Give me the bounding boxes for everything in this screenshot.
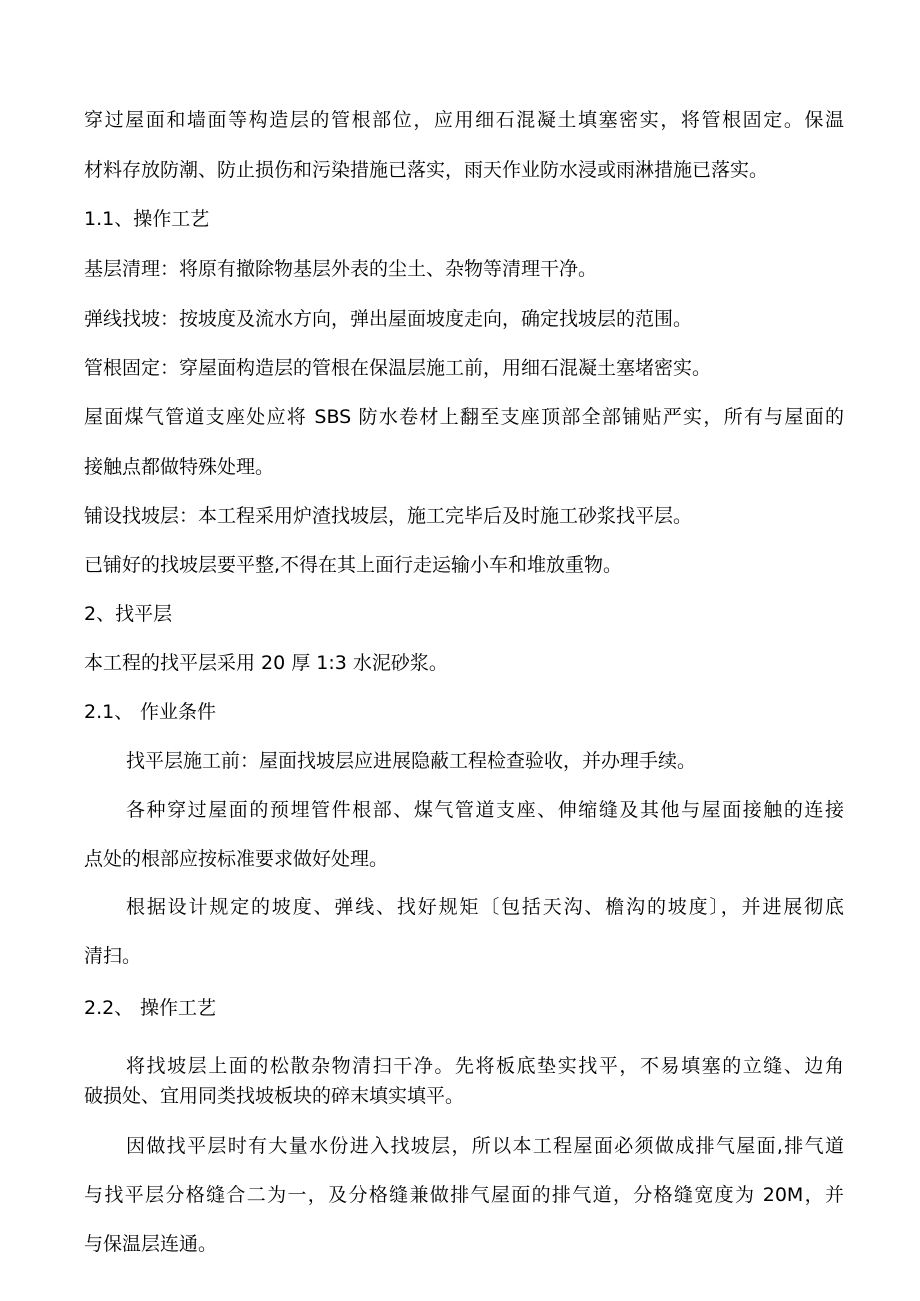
paragraph-line: 与找平层分格缝合二为一，及分格缝兼做排气屋面的排气道，分格缝宽度为 20M，并 [84, 1184, 844, 1206]
section-heading-2: 2、找平层 [84, 603, 173, 625]
paragraph-line: 与保温层连通。 [84, 1233, 218, 1255]
paragraph-line: 点处的根部应按标准要求做好处理。 [84, 848, 389, 870]
paragraph-leveling-spec: 本工程的找平层采用 20 厚 1:3 水泥砂浆。 [84, 652, 448, 674]
paragraph-pre-construction: 找平层施工前：屋面找坡层应进展隐蔽工程检查验收，并办理手续。 [126, 750, 697, 772]
paragraph-line: 将找坡层上面的松散杂物清扫干净。先将板底垫实找平，不易填塞的立缝、边角 [126, 1055, 844, 1077]
section-heading-1-1: 1.1、操作工艺 [84, 208, 210, 230]
heading-text: 作业条件 [140, 701, 217, 723]
heading-number: 2.2、 [84, 997, 134, 1019]
heading-number: 2.1、 [84, 701, 134, 723]
paragraph-line: 根据设计规定的坡度、弹线、找好规矩〔包括天沟、檐沟的坡度〕，并进展彻底 [126, 896, 844, 918]
paragraph-pipe-fixing: 管根固定：穿屋面构造层的管根在保温层施工前，用细石混凝土塞堵密实。 [84, 357, 712, 379]
paragraph-line: 屋面煤气管道支座处应将 SBS 防水卷材上翻至支座顶部全部铺贴严实，所有与屋面的 [84, 406, 844, 428]
paragraph-line: 因做找平层时有大量水份进入找坡层，所以本工程屋面必须做成排气屋面,排气道 [126, 1135, 844, 1157]
paragraph-slope-layer: 铺设找坡层：本工程采用炉渣找坡层，施工完毕后及时施工砂浆找平层。 [84, 505, 693, 527]
paragraph-line: 破损处、宜用同类找坡板块的碎末填实填平。 [84, 1085, 465, 1107]
paragraph-line: 穿过屋面和墙面等构造层的管根部位，应用细石混凝土填塞密实，将管根固定。保温 [84, 109, 844, 131]
paragraph-slope-flatness: 已铺好的找坡层要平整,不得在其上面行走运输小车和堆放重物。 [84, 554, 623, 576]
section-heading-2-2 [84, 995, 844, 1021]
paragraph-line: 接触点都做特殊处理。 [84, 456, 275, 478]
paragraph-line: 清扫。 [84, 945, 142, 967]
paragraph-line: 各种穿过屋面的预埋管件根部、煤气管道支座、伸缩缝及其他与屋面接触的连接 [126, 799, 844, 821]
paragraph-base-cleaning: 基层清理：将原有撤除物基层外表的尘土、杂物等清理干净。 [84, 258, 598, 280]
heading-text: 操作工艺 [140, 997, 217, 1019]
section-heading-2-1 [84, 699, 844, 725]
paragraph-line-slope: 弹线找坡：按坡度及流水方向，弹出屋面坡度走向，确定找坡层的范围。 [84, 308, 693, 330]
paragraph-line: 材料存放防潮、防止损伤和污染措施已落实，雨天作业防水浸或雨淋措施已落实。 [84, 159, 769, 181]
